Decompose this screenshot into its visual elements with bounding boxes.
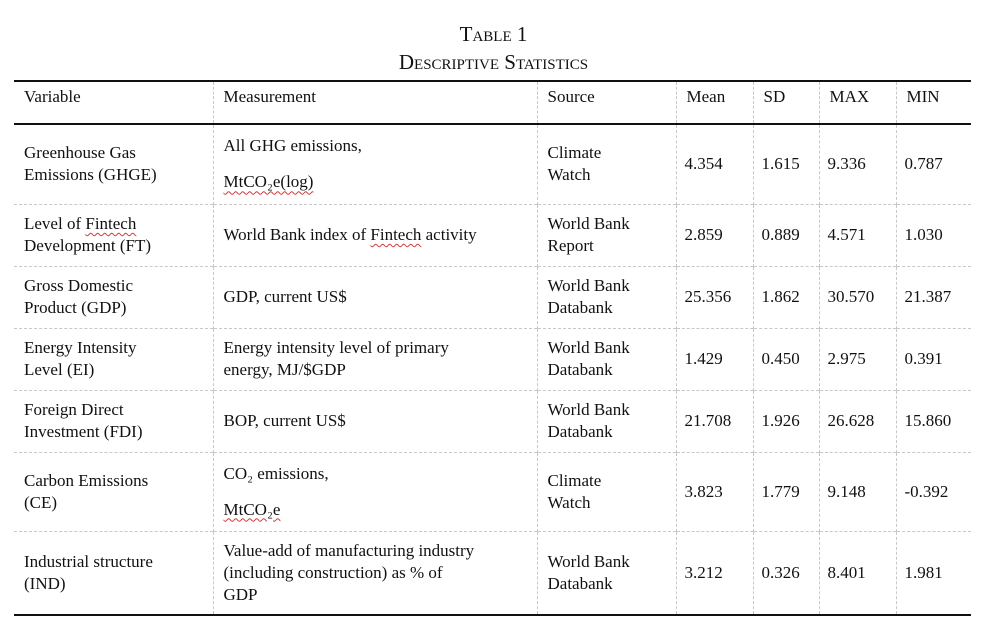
measurement-cell bbox=[213, 328, 537, 390]
source-line: Climate bbox=[547, 143, 602, 163]
mean-cell: 1.429 bbox=[676, 328, 753, 390]
measurement-line: BOP, current US$ bbox=[223, 411, 346, 430]
variable-cell bbox=[14, 531, 213, 615]
min-cell: 15.860 bbox=[896, 390, 971, 452]
header-min: MIN bbox=[896, 81, 971, 124]
measurement-line: GDP bbox=[223, 584, 258, 604]
variable-cell bbox=[14, 204, 213, 266]
variable-line: Product (GDP) bbox=[24, 298, 127, 317]
mean-cell: 3.823 bbox=[676, 452, 753, 531]
source-line: World Bank bbox=[547, 214, 630, 233]
variable-line: Emissions (GHGE) bbox=[24, 165, 157, 185]
mean-cell: 2.859 bbox=[676, 204, 753, 266]
min-cell: 0.391 bbox=[896, 328, 971, 390]
measurement-cell bbox=[213, 390, 537, 452]
variable-line: Level of bbox=[24, 214, 86, 233]
variable-cell bbox=[14, 266, 213, 328]
max-cell: 8.401 bbox=[819, 531, 896, 615]
measurement-cell bbox=[213, 204, 537, 266]
mean-cell: 4.354 bbox=[676, 124, 753, 204]
min-cell: 21.387 bbox=[896, 266, 971, 328]
variable-line: Energy Intensity bbox=[24, 338, 137, 357]
header-max: MAX bbox=[819, 81, 896, 124]
source-cell bbox=[537, 328, 676, 390]
table-title: Descriptive Statistics bbox=[398, 50, 589, 74]
source-line: Climate bbox=[547, 470, 602, 490]
variable-word: Fintech bbox=[85, 214, 137, 233]
sd-cell: 1.862 bbox=[753, 266, 819, 328]
variable-cell bbox=[14, 124, 213, 204]
variable-line: Gross Domestic bbox=[24, 276, 134, 295]
sd-cell: 1.779 bbox=[753, 452, 819, 531]
source-cell bbox=[537, 390, 676, 452]
source-line: Watch bbox=[547, 492, 591, 512]
source-cell bbox=[537, 266, 676, 328]
table-row bbox=[14, 204, 971, 266]
variable-line: Development (FT) bbox=[24, 236, 151, 255]
measurement-line: energy, MJ/$GDP bbox=[223, 360, 346, 379]
source-line: World Bank bbox=[547, 338, 630, 357]
measurement-text: activity bbox=[421, 225, 477, 244]
sd-cell: 1.615 bbox=[753, 124, 819, 204]
measurement-line: CO₂ emissions, bbox=[223, 463, 329, 483]
table-number: Table 1 bbox=[459, 22, 528, 46]
max-cell: 4.571 bbox=[819, 204, 896, 266]
source-line: Watch bbox=[547, 165, 591, 185]
source-line: World Bank bbox=[547, 276, 630, 295]
measurement-line: All GHG emissions, bbox=[223, 136, 362, 156]
measurement-line: GDP, current US$ bbox=[223, 287, 347, 306]
header-mean: Mean bbox=[676, 81, 753, 124]
mean-cell: 25.356 bbox=[676, 266, 753, 328]
measurement-cell bbox=[213, 266, 537, 328]
max-cell: 2.975 bbox=[819, 328, 896, 390]
variable-line: Industrial structure bbox=[24, 551, 153, 571]
measurement-word: Fintech bbox=[370, 225, 422, 244]
variable-line: Foreign Direct bbox=[24, 400, 124, 419]
descriptive-statistics-table bbox=[14, 80, 971, 616]
source-line: World Bank bbox=[547, 551, 630, 571]
measurement-line: Energy intensity level of primary bbox=[223, 338, 449, 357]
variable-line: (CE) bbox=[24, 492, 58, 512]
variable-line: Investment (FDI) bbox=[24, 422, 143, 441]
max-cell: 9.148 bbox=[819, 452, 896, 531]
table-row bbox=[14, 531, 971, 615]
variable-cell bbox=[14, 452, 213, 531]
variable-cell bbox=[14, 328, 213, 390]
measurement-line: MtCO₂e bbox=[223, 499, 281, 519]
mean-cell: 3.212 bbox=[676, 531, 753, 615]
measurement-text: World Bank index of bbox=[223, 225, 371, 244]
source-line: Databank bbox=[547, 573, 613, 593]
source-line: Databank bbox=[547, 422, 613, 441]
table-row bbox=[14, 390, 971, 452]
measurement-cell bbox=[213, 531, 537, 615]
table-row bbox=[14, 328, 971, 390]
measurement-cell bbox=[213, 452, 537, 531]
source-line: Databank bbox=[547, 298, 613, 317]
header-measurement: Measurement bbox=[213, 81, 537, 124]
sd-cell: 0.326 bbox=[753, 531, 819, 615]
measurement-line: MtCO₂e(log) bbox=[223, 172, 314, 192]
table-row bbox=[14, 266, 971, 328]
variable-line: Carbon Emissions bbox=[24, 470, 149, 490]
header-sd: SD bbox=[753, 81, 819, 124]
source-line: Databank bbox=[547, 360, 613, 379]
source-line: Report bbox=[547, 236, 594, 255]
measurement-cell bbox=[213, 124, 537, 204]
max-cell: 9.336 bbox=[819, 124, 896, 204]
variable-line: (IND) bbox=[24, 573, 66, 593]
variable-cell bbox=[14, 390, 213, 452]
sd-cell: 0.889 bbox=[753, 204, 819, 266]
source-cell bbox=[537, 124, 676, 204]
variable-line: Greenhouse Gas bbox=[24, 143, 136, 163]
min-cell: -0.392 bbox=[896, 452, 971, 531]
max-cell: 26.628 bbox=[819, 390, 896, 452]
min-cell: 0.787 bbox=[896, 124, 971, 204]
header-source: Source bbox=[537, 81, 676, 124]
source-cell bbox=[537, 531, 676, 615]
min-cell: 1.030 bbox=[896, 204, 971, 266]
source-cell bbox=[537, 204, 676, 266]
header-variable: Variable bbox=[14, 81, 213, 124]
measurement-line: (including construction) as % of bbox=[223, 562, 443, 582]
table-row bbox=[14, 452, 971, 531]
measurement-line: Value-add of manufacturing industry bbox=[223, 540, 475, 560]
mean-cell: 21.708 bbox=[676, 390, 753, 452]
header-row bbox=[14, 81, 971, 124]
variable-line: Level (EI) bbox=[24, 360, 95, 379]
table-row bbox=[14, 124, 971, 204]
source-line: World Bank bbox=[547, 400, 630, 419]
sd-cell: 0.450 bbox=[753, 328, 819, 390]
sd-cell: 1.926 bbox=[753, 390, 819, 452]
max-cell: 30.570 bbox=[819, 266, 896, 328]
source-cell bbox=[537, 452, 676, 531]
min-cell: 1.981 bbox=[896, 531, 971, 615]
